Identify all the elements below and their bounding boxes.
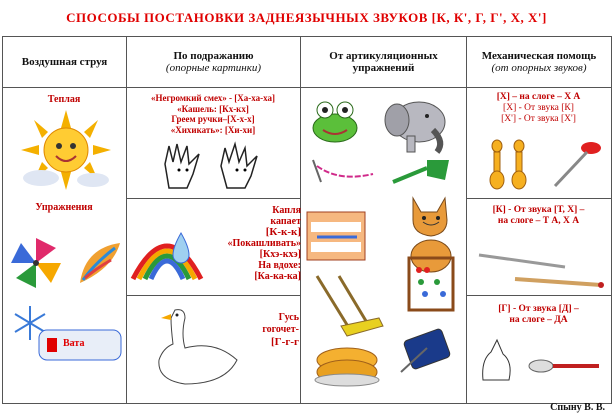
imitation-cell	[127, 88, 301, 404]
sun-icon	[21, 110, 111, 190]
abacus-icon	[407, 256, 455, 312]
author-signature: Спыну В. В.	[550, 402, 605, 413]
header-imitation: По подражанию (опорные картинки)	[127, 37, 301, 88]
warm-label: Теплая	[47, 94, 81, 105]
probes-icon	[489, 138, 529, 192]
goose-block: Гусь гогочет- [Г-г-г	[127, 296, 300, 403]
header-mechanical: Механическая помощь (от опорных звуков)	[467, 37, 612, 88]
cotton-label: Вата	[63, 338, 85, 349]
rainbow-drop-icon	[131, 213, 203, 283]
kh-block: [Х] – на слоге – Х А [Х] - От звука [К] [Х'] - От звука [Х']	[467, 88, 611, 199]
spatula-icon	[545, 140, 601, 188]
shovel-icon	[391, 156, 451, 186]
mechanical-cell	[467, 88, 612, 404]
laugh-block: «Негромкий смех» - [Ха-ха-ха] «Кашель: [Кх-кх] Греем ручки–[Х-х-х] «Хихикать»: [Хи-хи]	[127, 88, 300, 199]
g-block: [Г] - От звука [Д] – на слоге – ДА	[467, 296, 611, 403]
header-airflow: Воздушная струя	[3, 37, 127, 88]
thread-spool-icon	[397, 324, 459, 376]
exercises-label: Упражнения	[35, 202, 93, 213]
airflow-cell	[3, 88, 127, 404]
articulation-cell	[301, 88, 467, 404]
hand-spoon-icon	[479, 336, 605, 386]
hands-icon	[159, 140, 269, 192]
swing-icon	[309, 274, 383, 338]
elephant-icon	[383, 96, 455, 154]
needle-thread-icon	[309, 156, 375, 186]
probe-stick-icon	[475, 249, 605, 289]
header-articulation: От артикуляционных упражнений	[301, 37, 467, 88]
page-title: СПОСОБЫ ПОСТАНОВКИ ЗАДНЕЯЗЫЧНЫХ ЗВУКОВ [К, К', Г, Г', Х, Х']	[66, 10, 547, 25]
frog-icon	[311, 98, 359, 144]
pinwheel-icon	[11, 238, 61, 288]
pancakes-icon	[315, 338, 379, 388]
methods-table	[2, 36, 612, 404]
drop-block: Капля капает [К-к-к] «Покашливать» [Кхэ-кхэ] На вдохе: [Ка-ка-ка]	[127, 199, 300, 296]
feather-icon	[75, 238, 125, 288]
k-block: [К] - От звука [Т, Х] – на слоге – Т А, Х А	[467, 199, 611, 296]
teeth-brush-icon	[307, 212, 365, 260]
